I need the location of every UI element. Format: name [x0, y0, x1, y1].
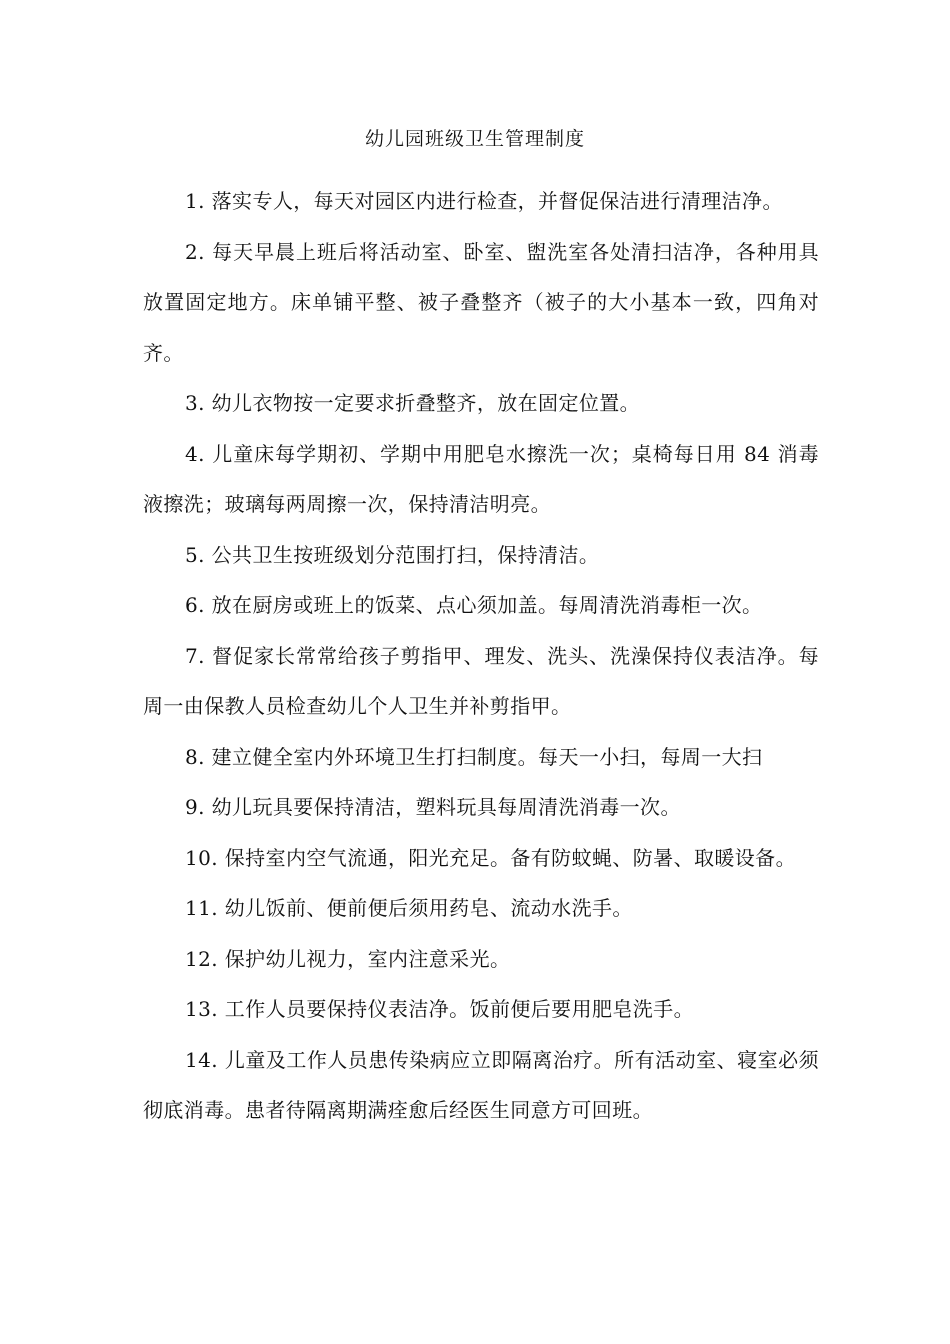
paragraph-8: 8. 建立健全室内外环境卫生打扫制度。每天一小扫，每周一大扫	[185, 744, 763, 769]
paragraph-13: 13. 工作人员要保持仪表洁净。饭前便后要用肥皂洗手。	[185, 997, 694, 1021]
paragraph-5: 5. 公共卫生按班级划分范围打扫，保持清洁。	[185, 542, 600, 567]
paragraph-14: 14. 儿童及工作人员患传染病应立即隔离治疗。所有活动室、寝室必须彻底消毒。患者待隔离期满痊愈后经医生同意方可回班。	[143, 1047, 819, 1122]
paragraph-7: 7. 督促家长常常给孩子剪指甲、理发、洗头、洗澡保持仪表洁净。每周一由保教人员检查幼儿个人卫生并补剪指甲。	[143, 643, 819, 718]
paragraph-9: 9. 幼儿玩具要保持清洁，塑料玩具每周清洗消毒一次。	[185, 795, 681, 819]
paragraph-12: 12. 保护幼儿视力，室内注意采光。	[185, 946, 511, 971]
paragraph-2: 2. 每天早晨上班后将活动室、卧室、盥洗室各处清扫洁净，各种用具放置固定地方。床单铺平整、被子叠整齐（被子的大小基本一致，四角对齐。	[143, 239, 819, 365]
paragraph-11: 11. 幼儿饭前、便前便后须用药皂、流动水洗手。	[185, 896, 633, 920]
paragraph-10: 10. 保持室内空气流通，阳光充足。备有防蚊蝇、防暑、取暖设备。	[185, 845, 796, 870]
document-title: 幼儿园班级卫生管理制度	[364, 128, 585, 150]
paragraph-1: 1. 落实专人，每天对园区内进行检查，并督促保洁进行清理洁净。	[185, 189, 783, 213]
document-body	[143, 176, 819, 1136]
paragraph-3: 3. 幼儿衣物按一定要求折叠整齐，放在固定位置。	[185, 391, 641, 415]
paragraph-6: 6. 放在厨房或班上的饭菜、点心须加盖。每周清洗消毒柜一次。	[185, 593, 763, 617]
paragraph-4: 4. 儿童床每学期初、学期中用肥皂水擦洗一次；桌椅每日用 84 消毒液擦洗；玻璃每两周擦一次，保持清洁明亮。	[143, 441, 819, 516]
